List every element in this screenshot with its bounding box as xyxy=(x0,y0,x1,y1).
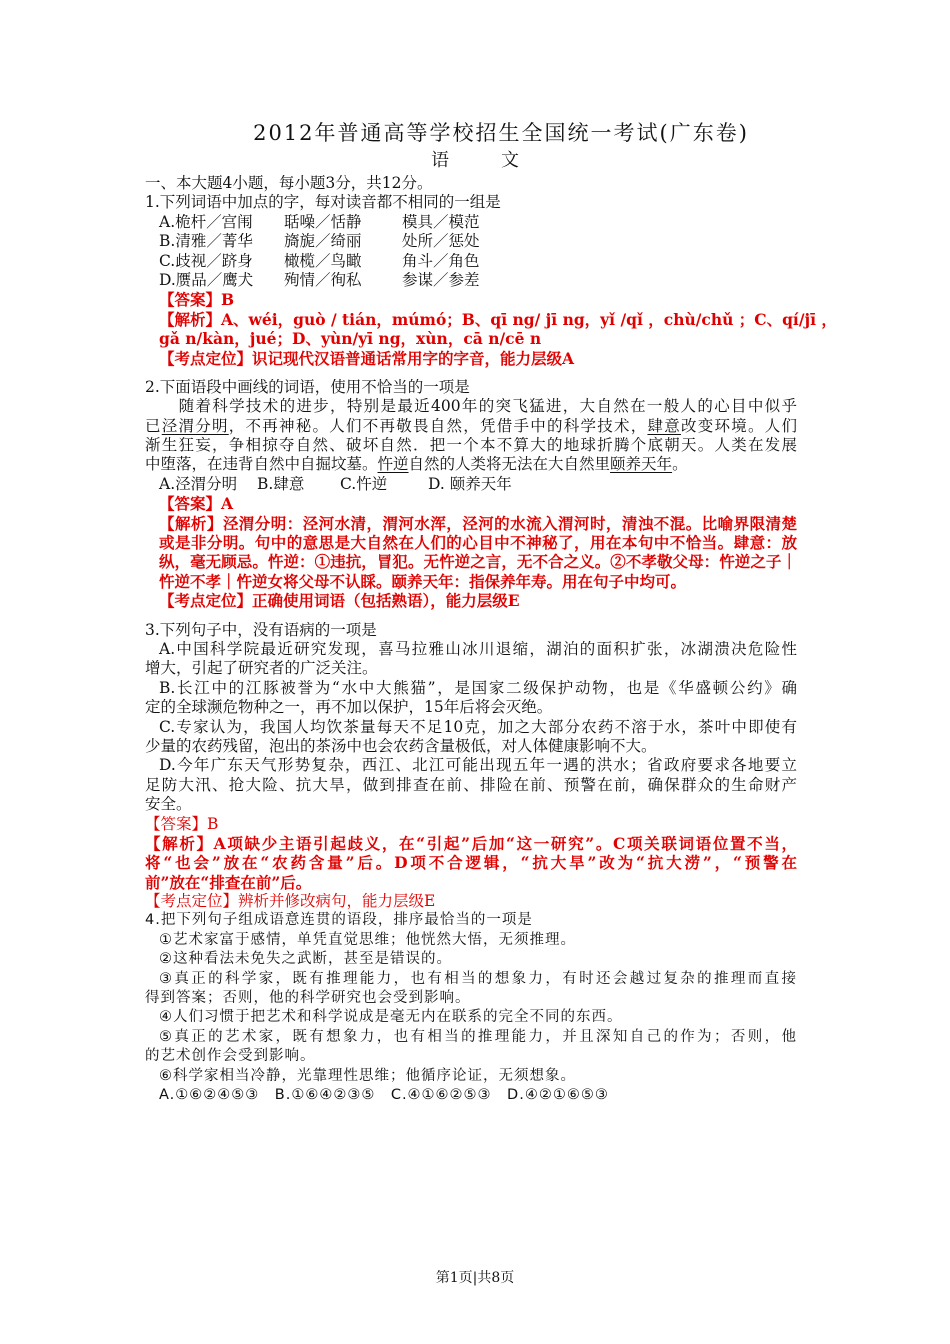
text-segment: 1.下列词语中加点的字，每对读音都不相同的一组是 xyxy=(145,193,501,212)
text-segment: 定的全球濒危物种之一，再不加以保护，15年后将会灭绝。 xyxy=(145,698,553,717)
text-line xyxy=(145,417,797,436)
underlined-term: 肆意 xyxy=(647,416,681,435)
text-segment: ②这种看法未免失之武断，甚至是错误的。 xyxy=(159,951,452,968)
text-segment: 将“也会”放在“农药含量”后。D项不合逻辑，“抗大旱”改为“抗大涝”，“预警在 xyxy=(145,853,797,873)
text-segment: 3.下列句子中，没有语病的一项是 xyxy=(145,620,377,639)
text-line xyxy=(145,436,797,455)
text-segment: 的艺术创作会受到影响。 xyxy=(145,1048,316,1065)
text-line xyxy=(145,193,797,212)
option-choice: A.桅杆／宫闱 xyxy=(159,212,253,231)
underlined-term: 忤逆 xyxy=(377,455,409,474)
text-segment: 足防大汛、抢大险、抗大旱，做到排查在前、排险在前、预警在前，确保群众的生命财产 xyxy=(145,775,797,794)
text-segment: 2.下面语段中画线的词语，使用不恰当的一项是 xyxy=(145,377,470,396)
text-segment: 少量的农药残留，泡出的茶汤中也会农药含量极低，对人体健康影响不大。 xyxy=(145,736,657,755)
option-choice: 模具／模范 xyxy=(402,212,480,231)
text-line xyxy=(145,640,797,659)
text-line xyxy=(145,834,797,853)
text-segment: 自然的人类将无法在大自然里 xyxy=(408,455,611,474)
text-segment: ⑤真正的艺术家，既有想象力，也有相当的推理能力，并且深知自己的作为；否则，他 xyxy=(159,1028,797,1045)
text-segment: A.①⑥②④⑤③ B.①⑥④②③⑤ C.④①⑥②⑤③ D.④②①⑥⑤③ xyxy=(159,1086,609,1103)
subject-title: 语文 xyxy=(431,150,571,171)
text-line xyxy=(145,455,797,474)
option-choice: 处所／惩处 xyxy=(402,232,480,251)
option-choice: 参谋／参差 xyxy=(402,270,480,289)
text-line xyxy=(145,1067,797,1086)
text-segment: 增大，引起了研究者的广泛关注。 xyxy=(145,659,378,678)
text-line xyxy=(145,698,797,717)
text-line xyxy=(145,621,797,640)
underlined-term: 颐养天年 xyxy=(610,455,673,474)
text-segment: ④人们习惯于把艺术和科学说成是毫无内在联系的完全不同的东西。 xyxy=(159,1009,623,1026)
text-line xyxy=(145,931,797,950)
text-line xyxy=(145,349,797,368)
text-line xyxy=(145,213,797,232)
text-segment: 4.把下列句子组成语意连贯的语段，排序最恰当的一项是 xyxy=(145,912,533,929)
option-choice: 角斗／角色 xyxy=(402,251,480,270)
text-segment: 安全。 xyxy=(145,795,192,814)
text-segment: 【答案】B xyxy=(145,814,219,833)
text-line xyxy=(145,795,797,814)
text-line xyxy=(145,756,797,775)
option-choice: 聒噪／恬静 xyxy=(284,212,362,231)
option-choice: C.歧视／跻身 xyxy=(159,251,253,270)
text-segment: ①艺术家富于感情，单凭直觉思维；他恍然大悟，无须推理。 xyxy=(159,931,576,948)
text-segment: 【答案】A xyxy=(159,494,234,514)
text-line xyxy=(145,552,797,571)
text-line xyxy=(145,514,797,533)
text-line xyxy=(145,911,797,930)
option-choice: D.赝品／鹰犬 xyxy=(159,270,254,289)
text-segment: 前”放在“排查在前”后。 xyxy=(145,872,312,892)
option-choice: 橄榄／鸟瞰 xyxy=(284,251,362,270)
text-segment: 忤逆不孝｜忤逆女将父母不认睬。颐养天年：指保养年寿。用在句子中均可。 xyxy=(159,571,687,591)
text-line xyxy=(145,873,797,892)
option-choice: 殉情／徇私 xyxy=(284,270,362,289)
text-segment: 已 xyxy=(145,416,162,435)
text-line xyxy=(145,271,797,290)
option-choice: B.清雅／菁华 xyxy=(159,232,253,251)
text-line xyxy=(145,329,797,348)
text-line xyxy=(145,174,797,193)
text-segment: 【考点定位】正确使用词语（包括熟语），能力层级E xyxy=(159,591,520,611)
text-segment: 。 xyxy=(672,455,688,474)
text-line xyxy=(145,718,797,737)
text-segment: ，不再神秘。人们不再敬畏自然，凭借手中的科学技术， xyxy=(228,416,648,435)
text-segment: D.今年广东天气形势复杂，西江、北江可能出现五年一遇的洪水；省政府要求各地要立 xyxy=(159,756,797,775)
text-line xyxy=(145,737,797,756)
text-line xyxy=(145,659,797,678)
text-segment: 中堕落，在违背自然中自掘坟墓。 xyxy=(145,455,378,474)
text-segment: 随着科学技术的进步，特别是最近400年的突飞猛进，大自然在一般人的心目中似乎 xyxy=(145,397,797,416)
text-line xyxy=(145,776,797,795)
text-line xyxy=(145,989,797,1008)
text-line xyxy=(145,892,797,911)
option-choice: 旖旎／绮丽 xyxy=(284,232,362,251)
text-segment: 纵，毫无顾忌。忤逆：①违抗，冒犯。无忤逆之言，无不合之义。②不孝敬父母：忤逆之子｜ xyxy=(159,552,797,572)
option-choice: C.忤逆 xyxy=(340,474,388,493)
text-segment: 改变环境。人们 xyxy=(680,416,797,435)
option-choice: D. 颐养天年 xyxy=(428,474,512,493)
text-line xyxy=(145,475,797,494)
text-segment: 【解析】泾渭分明：泾河水清，渭河水浑，泾河的水流入渭河时，清浊不混。比喻界限清楚 xyxy=(159,513,797,533)
text-segment: ③真正的科学家，既有推理能力，也有相当的想象力，有时还会越过复杂的推理而直接 xyxy=(159,970,797,987)
text-line xyxy=(145,290,797,309)
text-segment: 【答案】B xyxy=(159,290,235,310)
text-line xyxy=(145,970,797,989)
text-line xyxy=(145,378,797,397)
page-footer: 第1页|共8页 xyxy=(435,1270,515,1286)
text-segment: ⑥科学家相当冷静，光靠理性思维；他循序论证，无须想象。 xyxy=(159,1067,576,1084)
option-choice: A.泾渭分明 xyxy=(159,474,238,493)
text-line xyxy=(145,494,797,513)
text-line xyxy=(145,815,797,834)
text-segment: 【解析】A、wéi，guò / tián，múmó；B、qī ng/ jī ng，yǐ /qǐ ，chù/chǔ ；C、qí/jī ， xyxy=(159,309,837,329)
document-body xyxy=(145,174,837,1105)
text-line xyxy=(145,309,837,329)
text-segment: 得到答案；否则，他的科学研究也会受到影响。 xyxy=(145,990,471,1007)
text-segment: 一、本大题4小题，每小题3分，共12分。 xyxy=(145,174,433,192)
text-line xyxy=(145,853,797,872)
text-segment: 【解析】A项缺少主语引起歧义，在“引起”后加“这一研究”。C项关联词语位置不当， xyxy=(145,833,797,853)
text-line xyxy=(145,252,797,271)
document-page xyxy=(145,118,837,1105)
text-line xyxy=(145,397,797,416)
text-line xyxy=(145,1028,797,1047)
text-segment: A.中国科学院最近研究发现，喜马拉雅山冰川退缩，湖泊的面积扩张，冰湖溃决危险性 xyxy=(159,639,797,658)
text-segment: 或是非分明。句中的意思是大自然在人们的心目中不神秘了，用在本句中不恰当。肆意：放 xyxy=(159,533,797,553)
text-line xyxy=(145,1008,797,1027)
text-segment: 渐生狂妄，争相掠夺自然、破坏自然．把一个本不算大的地球折腾个底朝天。人类在发展 xyxy=(145,436,797,455)
text-line xyxy=(145,572,797,591)
text-line xyxy=(145,591,797,610)
text-segment: B.长江中的江豚被誉为“水中大熊猫”，是国家二级保护动物，也是《华盛顿公约》确 xyxy=(159,678,797,697)
underlined-term: 泾渭分明 xyxy=(161,416,229,435)
text-line xyxy=(145,950,797,969)
text-line xyxy=(145,1086,797,1105)
text-segment: C.专家认为，我国人均饮茶量每天不足10克，加之大部分农药不溶于水，茶叶中即使有 xyxy=(159,717,797,736)
text-line xyxy=(145,232,797,251)
option-choice: B.肆意 xyxy=(257,474,305,493)
document-title: 2012年普通高等学校招生全国统一考试(广东卷) xyxy=(253,121,749,145)
text-line xyxy=(145,1047,797,1066)
text-segment: 【考点定位】辨析并修改病句，能力层级E xyxy=(145,892,436,911)
text-segment: 【考点定位】识记现代汉语普通话常用字的字音，能力层级A xyxy=(159,348,575,368)
text-line xyxy=(145,679,797,698)
text-segment: gǎ n/kàn，jué；D、yùn/yī ng，xùn，cā n/cē n xyxy=(159,329,542,349)
text-line xyxy=(145,533,797,552)
